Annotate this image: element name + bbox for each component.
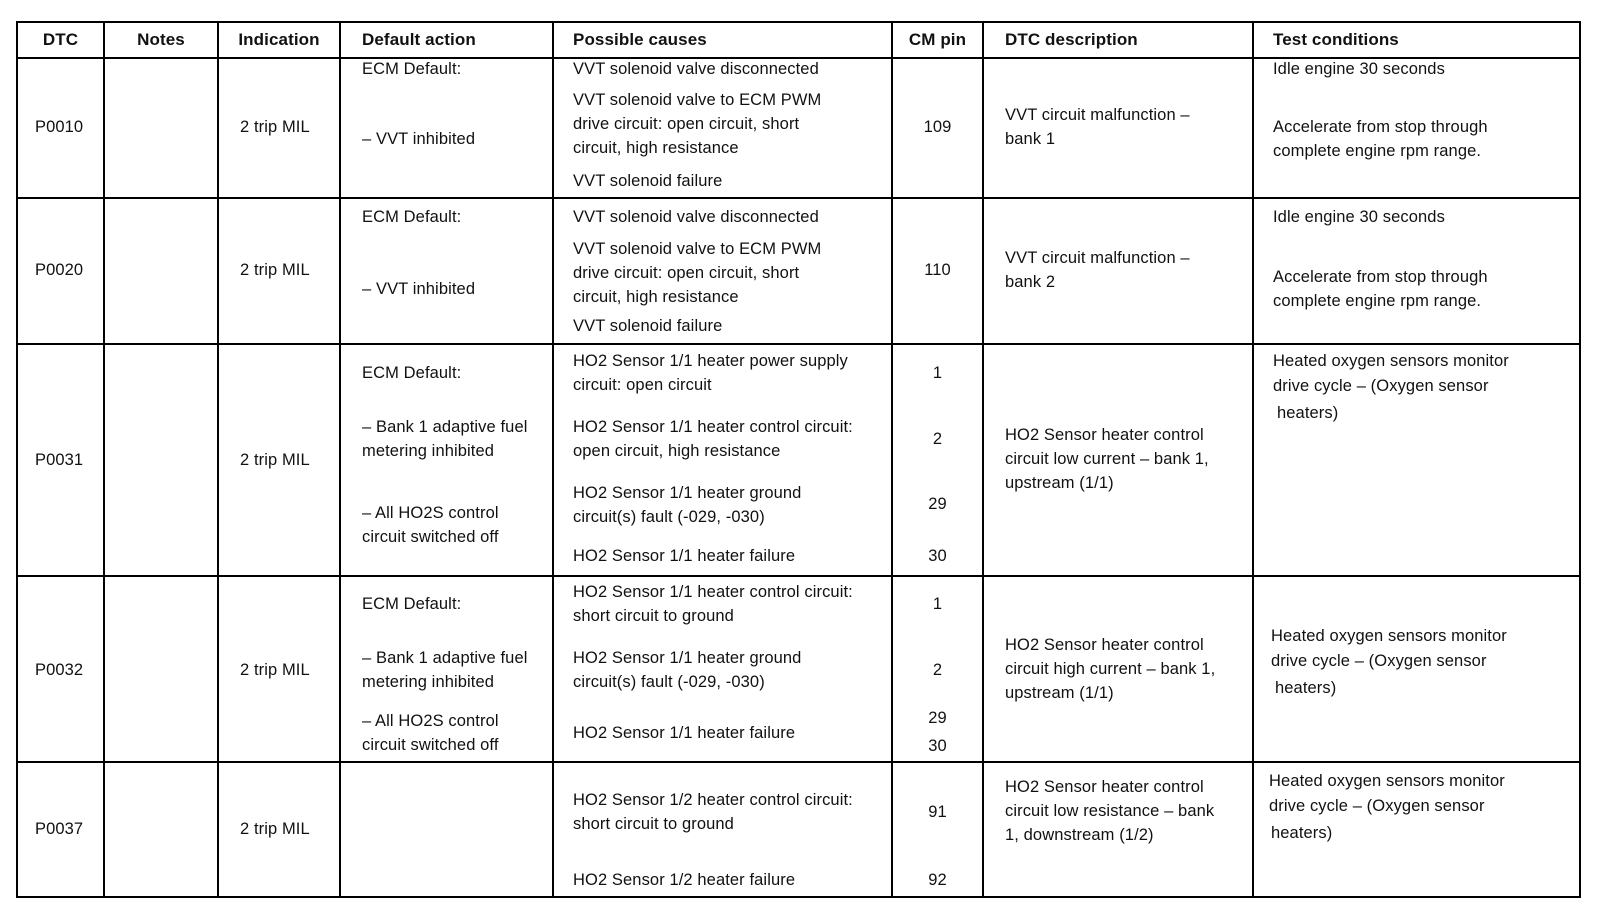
row-p0031-description-2: upstream (1/1) [1005, 474, 1114, 492]
row-p0037-cause-1: short circuit to ground [573, 815, 734, 833]
row-p0032-dtc: P0032 [35, 661, 84, 679]
row-p0031-test-2: heaters) [1277, 404, 1339, 422]
row-p0031-default-action-2: metering inhibited [362, 442, 495, 460]
header-notes: Notes [137, 30, 185, 49]
row-p0031-default-action-3: – All HO2S control [362, 504, 499, 522]
row-p0010-test-1: Accelerate from stop through [1273, 118, 1488, 136]
row-p0010-pin-0: 109 [923, 118, 952, 136]
row-p0037-description-1: circuit low resistance – bank [1005, 802, 1215, 820]
header-test-conditions: Test conditions [1273, 30, 1399, 49]
row-p0032-pin-3: 30 [928, 737, 947, 755]
row-p0031-description-1: circuit low current – bank 1, [1005, 450, 1209, 468]
row-p0031-default-action-4: circuit switched off [362, 528, 499, 546]
row-p0032-pin-2: 29 [928, 709, 947, 727]
row-p0031-cause-3: open circuit, high resistance [573, 442, 781, 460]
row-p0031-cause-1: circuit: open circuit [573, 376, 712, 394]
row-p0032-default-action-1: – Bank 1 adaptive fuel [362, 649, 528, 667]
row-p0032-test-2: heaters) [1275, 679, 1337, 697]
row-p0031-test-1: drive cycle – (Oxygen sensor [1273, 377, 1489, 395]
row-p0010-cause-3: circuit, high resistance [573, 139, 739, 157]
row-p0032-cause-3: circuit(s) fault (-029, -030) [573, 673, 765, 691]
row-p0031-description-0: HO2 Sensor heater control [1005, 426, 1204, 444]
row-p0020-cause-1: VVT solenoid valve to ECM PWM [573, 240, 822, 258]
row-p0031-pin-2: 29 [928, 495, 947, 513]
header-default-action: Default action [362, 30, 476, 49]
row-p0037-test-2: heaters) [1271, 824, 1333, 842]
row-p0010-test-2: complete engine rpm range. [1273, 142, 1482, 160]
row-p0031-cause-6: HO2 Sensor 1/1 heater failure [573, 547, 796, 565]
row-p0037-cause-0: HO2 Sensor 1/2 heater control circuit: [573, 791, 853, 809]
row-p0010-test-0: Idle engine 30 seconds [1273, 60, 1445, 78]
row-p0020-test-2: complete engine rpm range. [1273, 292, 1482, 310]
row-p0037-description-0: HO2 Sensor heater control [1005, 778, 1204, 796]
row-p0010-cause-1: VVT solenoid valve to ECM PWM [573, 91, 822, 109]
row-p0031-default-action-0: ECM Default: [362, 364, 462, 382]
row-p0032-test-0: Heated oxygen sensors monitor [1271, 627, 1507, 645]
row-p0031-cause-2: HO2 Sensor 1/1 heater control circuit: [573, 418, 853, 436]
row-p0037-indication: 2 trip MIL [240, 820, 310, 838]
row-p0037-cause-2: HO2 Sensor 1/2 heater failure [573, 871, 796, 889]
row-p0010-default-action-0: ECM Default: [362, 60, 462, 78]
row-p0037-dtc: P0037 [35, 820, 84, 838]
row-p0031-dtc: P0031 [35, 451, 84, 469]
row-p0031-default-action-1: – Bank 1 adaptive fuel [362, 418, 528, 436]
row-p0020-pin-0: 110 [924, 261, 951, 279]
row-p0020-cause-2: drive circuit: open circuit, short [573, 264, 800, 282]
row-p0020-default-action-1: – VVT inhibited [362, 280, 476, 298]
row-p0020-indication: 2 trip MIL [240, 261, 310, 279]
row-p0020-cause-4: VVT solenoid failure [573, 317, 723, 335]
row-p0032-default-action-3: – All HO2S control [362, 712, 499, 730]
row-p0031-pin-3: 30 [928, 547, 947, 565]
row-p0032-default-action-4: circuit switched off [362, 736, 499, 754]
row-p0032-cause-1: short circuit to ground [573, 607, 734, 625]
row-p0037-description-2: 1, downstream (1/2) [1005, 826, 1154, 844]
row-p0031-test-0: Heated oxygen sensors monitor [1273, 352, 1509, 370]
row-p0010-indication: 2 trip MIL [240, 118, 310, 136]
row-p0031-pin-1: 2 [932, 430, 943, 448]
row-p0032-default-action-0: ECM Default: [362, 595, 462, 613]
row-p0020-dtc: P0020 [35, 261, 84, 279]
row-p0037-pin-0: 91 [928, 803, 947, 821]
row-p0032-test-1: drive cycle – (Oxygen sensor [1271, 652, 1487, 670]
row-p0020-cause-3: circuit, high resistance [573, 288, 739, 306]
row-p0020-description-1: bank 2 [1005, 273, 1056, 291]
row-p0032-indication: 2 trip MIL [240, 661, 310, 679]
row-p0010-cause-4: VVT solenoid failure [573, 172, 723, 190]
header-dtc-description: DTC description [1005, 30, 1138, 49]
header-cm-pin: CM pin [908, 30, 967, 49]
row-p0020-test-0: Idle engine 30 seconds [1273, 208, 1445, 226]
row-p0037-pin-1: 92 [928, 871, 947, 889]
row-p0031-cause-4: HO2 Sensor 1/1 heater ground [573, 484, 802, 502]
row-p0020-test-1: Accelerate from stop through [1273, 268, 1488, 286]
row-p0032-default-action-2: metering inhibited [362, 673, 495, 691]
row-p0032-pin-1: 2 [932, 661, 943, 679]
row-p0031-cause-5: circuit(s) fault (-029, -030) [573, 508, 765, 526]
row-p0020-cause-0: VVT solenoid valve disconnected [573, 208, 819, 226]
row-p0010-description-0: VVT circuit malfunction – [1005, 106, 1190, 124]
row-p0010-default-action-1: – VVT inhibited [362, 130, 476, 148]
row-p0020-default-action-0: ECM Default: [362, 208, 462, 226]
row-p0010-cause-2: drive circuit: open circuit, short [573, 115, 800, 133]
header-possible-causes: Possible causes [573, 30, 707, 49]
row-p0010-cause-0: VVT solenoid valve disconnected [573, 60, 819, 78]
row-p0020-description-0: VVT circuit malfunction – [1005, 249, 1190, 267]
row-p0032-cause-4: HO2 Sensor 1/1 heater failure [573, 724, 796, 742]
row-p0032-pin-0: 1 [932, 595, 943, 613]
row-p0032-description-0: HO2 Sensor heater control [1005, 636, 1204, 654]
row-p0031-cause-0: HO2 Sensor 1/1 heater power supply [573, 352, 848, 370]
row-p0032-cause-2: HO2 Sensor 1/1 heater ground [573, 649, 802, 667]
row-p0010-dtc: P0010 [35, 118, 84, 136]
header-indication: Indication [238, 30, 320, 49]
row-p0031-indication: 2 trip MIL [240, 451, 310, 469]
row-p0010-description-1: bank 1 [1005, 130, 1056, 148]
row-p0037-test-0: Heated oxygen sensors monitor [1269, 772, 1505, 790]
header-dtc: DTC [42, 30, 79, 49]
row-p0031-pin-0: 1 [932, 364, 943, 382]
row-p0032-cause-0: HO2 Sensor 1/1 heater control circuit: [573, 583, 853, 601]
row-p0032-description-2: upstream (1/1) [1005, 684, 1114, 702]
row-p0037-test-1: drive cycle – (Oxygen sensor [1269, 797, 1485, 815]
row-p0032-description-1: circuit high current – bank 1, [1005, 660, 1216, 678]
